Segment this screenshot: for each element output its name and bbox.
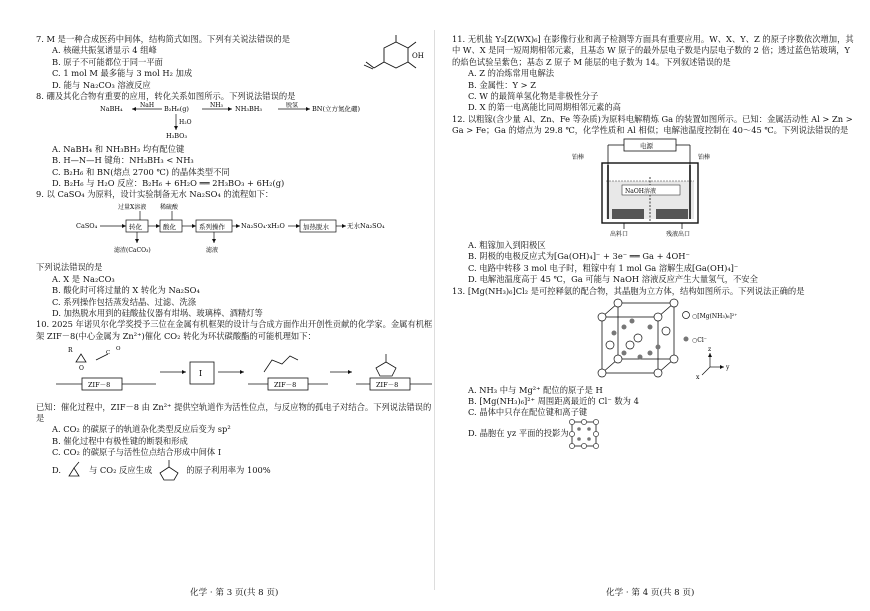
right-page [452, 34, 854, 449]
option-d-epoxide-icon [61, 460, 89, 482]
question-10-option-b: B. 催化过程中有极性键的断裂和形成 [52, 435, 188, 446]
question-9-stem: 9. 以 CaSO₄ 为原料，设计实验制备无水 Na₂SO₄ 的流程如下： [36, 189, 274, 200]
question-13-option-d-label: D. 晶胞在 yz 平面的投影为 [468, 428, 569, 439]
flow-bn: BN(立方氮化硼) [312, 105, 361, 114]
footer-page-4: 化学 · 第 4 页(共 8 页) [606, 588, 695, 598]
question-11-option-b: B. 金属性：Y > Z [468, 79, 537, 90]
question-12-option-a: A. 粗镓加入到阳极区 [468, 240, 546, 251]
question-8-flow [96, 102, 396, 140]
flow-nh3: NH₃ [210, 102, 223, 110]
mech-r1: R [68, 347, 73, 355]
flow-caso4: CaSO₄ [76, 221, 98, 230]
question-7-oh-label: OH [412, 52, 424, 60]
question-13-option-d [452, 419, 854, 449]
question-10-option-d [36, 459, 438, 483]
question-11-option-a: A. Z 的冶炼常用电解法 [468, 68, 555, 79]
question-11-option-d: D. X 的第一电离能比同周期相邻元素的高 [468, 102, 621, 113]
flow-dilute-h2so4: 稀硫酸 [160, 203, 179, 211]
legend-cl: ○Cl⁻ [692, 337, 707, 345]
fig-naoh-solution: NaOH溶液 [625, 187, 656, 195]
question-10-stem: 10. 2025 年诺贝尔化学奖授予三位在金属有机框架的设计与合成方面作出开创性贡献的化学家。金属有机框架 ZIF－8(中心金属为 Zn²⁺)催化 CO₂ 转化为环状碳酸酯的可能机理如下： [36, 319, 433, 341]
mech-zif8-3: ZIF－8 [376, 381, 399, 390]
flow-b2h6: B₂H₆(g) [164, 105, 189, 114]
flow-h3bo3: H₃BO₃ [166, 132, 188, 141]
question-8 [36, 91, 438, 189]
question-9-option-a: A. X 是 Na₂CO₃ [52, 273, 115, 284]
question-9-option-b: B. 酸化时可将过量的 X 转化为 Na₂SO₄ [52, 285, 200, 296]
question-12-option-d: D. 电解池温度高于 45 ℃，Ga 可能与 NaOH 溶液反应产生大量氢气，不安全 [468, 274, 758, 285]
question-8-option-a: A. NaBH₄ 和 NH₃BH₃ 均有配位键 [52, 143, 185, 154]
flow-convert: 转化 [129, 222, 142, 231]
flow-anhydrous: 无水Na₂SO₄ [347, 221, 385, 230]
question-12-option-b: B. 阴极的电极反应式为[Ga(OH)₄]⁻ + 3e⁻ ══ Ga + 4OH⁻ [468, 251, 690, 262]
question-10-option-d-mid: 与 CO₂ 反应生成 [89, 464, 153, 475]
question-11-option-c: C. W 的最简单氢化物是非极性分子 [468, 91, 599, 102]
question-9-flow [36, 201, 436, 259]
fig-outlet: 出料口 [610, 230, 629, 237]
question-11-stem: 11. 无机盐 Y₂[Z(WX)₆] 在影像行业和离子检测等方面具有重要应用。W、X、Y、Z 的原子序数依次增加，其中 W、X 是同一短周期相邻元素，且基态 W 原子的最外层电子数是内层电子数的 2 倍；透过蓝色钴玻璃，Y 的焰色试验呈紫色；基态 Z 原子 M 能层的电子数为 14。下列叙述错误的是 [452, 34, 854, 67]
question-11 [452, 34, 854, 114]
question-8-option-d: D. B₂H₆ 与 H₂O 反应：B₂H₆ + 6H₂O ══ 2H₃BO₃ + 6H₂(g) [52, 178, 285, 189]
fig-pt-rod-left: 铂棒 [572, 153, 585, 161]
left-page [36, 34, 438, 483]
mech-c: C [106, 350, 111, 357]
question-13 [452, 286, 854, 449]
flow-series-ops: 系列操作 [199, 222, 225, 231]
flow-nabh4: NaBH₄ [100, 105, 123, 114]
question-13-option-c: C. 晶体中只存在配位键和离子键 [468, 407, 588, 418]
option-d-carbonate-icon [152, 459, 186, 483]
flow-nh3bh3: NH₃BH₃ [235, 105, 263, 114]
question-10-mechanism [36, 342, 436, 398]
flow-heat-dehydrate: 加热脱水 [303, 222, 329, 231]
yz-projection-icon [569, 419, 599, 449]
legend-mg-complex: ○[Mg(NH₃)₆]²⁺ [692, 313, 738, 321]
flow-nah: NaH [140, 102, 155, 110]
question-7-stem: 7. M 是一种合成医药中间体，结构简式如图。下列有关说法错误的是 [36, 34, 291, 44]
axis-z: z [708, 346, 712, 354]
question-10-option-d-end: 的原子利用率为 100% [186, 464, 271, 475]
mech-intermediate-i: I [199, 369, 203, 379]
question-10 [36, 319, 438, 482]
question-7-option-b: B. 原子不可能都位于同一平面 [52, 56, 163, 67]
flow-hydrate: Na₂SO₄·xH₂O [241, 221, 285, 230]
question-7 [36, 34, 438, 91]
question-12 [452, 114, 854, 286]
question-7-option-c: C. 1 mol M 最多能与 3 mol H₂ 加成 [52, 68, 193, 79]
question-7-structure [354, 34, 434, 86]
axis-x: x [696, 374, 700, 382]
fig-power-source: 电源 [640, 141, 653, 150]
flow-dehydrogen: 脱氢 [286, 102, 299, 110]
question-8-stem: 8. 硼及其化合物有重要的应用，转化关系如图所示。下列说法错误的是 [36, 91, 296, 102]
question-10-option-d-label: D. [52, 464, 61, 475]
question-8-option-b: B. H—N—H 键角：NH₃BH₃ < NH₃ [52, 155, 194, 166]
flow-excess-x: 过量X溶液 [118, 203, 147, 211]
question-10-known: 已知：催化过程中，ZIF－8 由 Zn²⁺ 提供空轨道作为活性位点，与反应物的孤电子对结合。下列说法错误的是 [36, 401, 432, 423]
flow-h2o: H₂O [179, 119, 192, 127]
question-9-option-d: D. 加热脱水用到的硅酸盐仪器有坩埚、玻璃棒、酒精灯等 [52, 307, 263, 318]
question-10-option-a: A. CO₂ 的碳原子的轨道杂化类型反应后变为 sp² [52, 424, 231, 435]
footer-page-3: 化学 · 第 3 页(共 8 页) [190, 588, 279, 598]
question-9-option-c: C. 系列操作包括蒸发结晶、过滤、洗涤 [52, 296, 197, 307]
question-7-option-a: A. 核磁共振氢谱显示 4 组峰 [52, 45, 157, 56]
question-9-lead: 下列说法错误的是 [36, 262, 103, 273]
mech-zif8-1: ZIF－8 [88, 381, 111, 390]
question-10-option-c: C. CO₂ 的碳原子与活性位点结合形成中间体 I [52, 447, 222, 458]
question-12-option-c: C. 电路中转移 3 mol 电子时，粗镓中有 1 mol Ga 溶解生成[Ga(OH)₄]⁻ [468, 262, 739, 273]
question-12-stem: 12. 以粗镓(含少量 Al、Zn、Fe 等杂质)为原料电解精炼 Ga 的装置如图所示。已知：金属活动性 Al > Zn > Ga > Fe；Ga 的熔点为 29.8 ℃，化学性质和 Al 相似；电解池温度控制在 40～45 ℃。下列说法错误的是 [452, 113, 853, 136]
question-7-option-d: D. 能与 Na₂CO₃ 溶液反应 [52, 79, 151, 90]
axis-y: y [726, 364, 730, 372]
flow-filtrate: 滤液 [206, 246, 219, 254]
mech-o2: O [116, 346, 121, 353]
fig-residue-outlet: 残液出口 [666, 230, 691, 237]
question-12-electrolysis-apparatus [452, 137, 852, 237]
question-13-option-b: B. [Mg(NH₃)₆]²⁺ 周围距离最近的 Cl⁻ 数为 4 [468, 395, 639, 406]
question-13-option-a: A. NH₃ 中与 Mg²⁺ 配位的原子是 H [468, 384, 603, 395]
fig-pt-rod-right: 铂棒 [698, 153, 711, 161]
question-13-stem: 13. [Mg(NH₃)₆]Cl₂ 是可控释氨的配合物，其晶胞为立方体，结构如图所示。下列说法正确的是 [452, 285, 805, 296]
flow-acidify: 酸化 [163, 222, 176, 231]
question-13-unit-cell [452, 297, 852, 381]
question-9 [36, 189, 438, 319]
question-8-option-c: C. B₂H₆ 和 BN(熔点 2700 ℃) 的晶体类型不同 [52, 166, 230, 177]
mech-o1: O [79, 365, 84, 373]
flow-residue: 滤渣(CaCO₃) [114, 246, 151, 254]
mech-zif8-2: ZIF－8 [274, 381, 297, 390]
